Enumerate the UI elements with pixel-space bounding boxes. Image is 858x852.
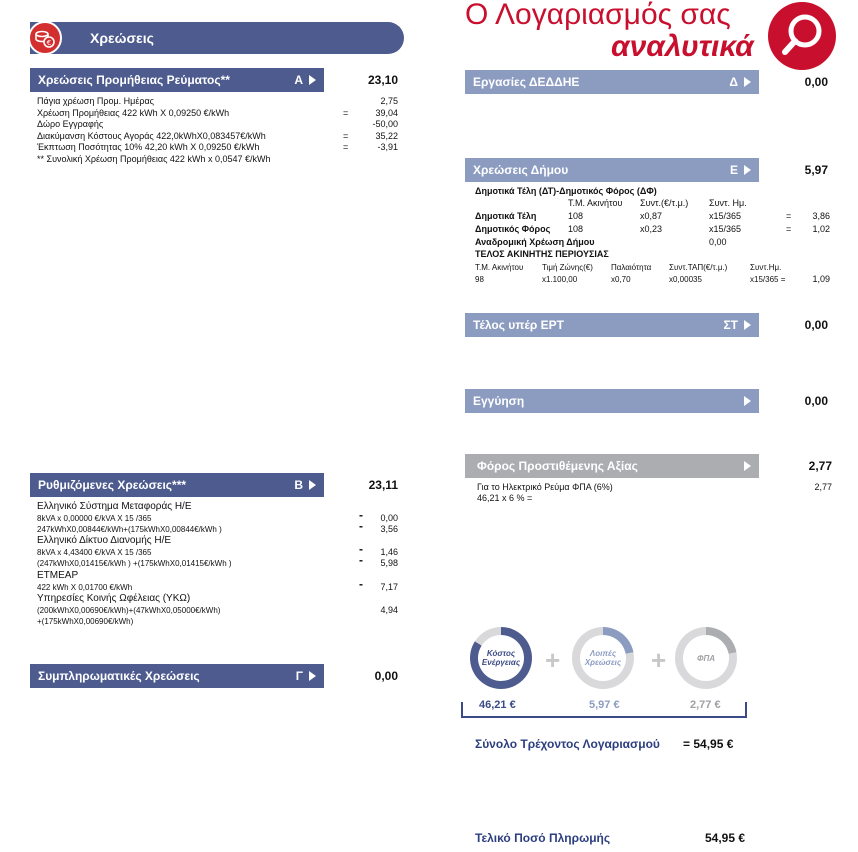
- regulated-charges-bar: [30, 473, 324, 497]
- municipal-fees-area: 108: [568, 211, 584, 221]
- supply-row-label: ** Συνολική Χρέωση Προμήθειας 422 kWh x 0,0547 €/kWh: [37, 153, 271, 164]
- regulated-charges-letter: Β: [294, 478, 303, 492]
- supply-row-label: Διακύμανση Κόστους Αγοράς 422,0kWhX0,083457€/kWh: [37, 130, 266, 141]
- current-bill-total-value: = 54,95 €: [683, 737, 734, 751]
- svg-text:€: €: [46, 39, 52, 47]
- energy-cost-donut: [470, 627, 532, 689]
- brand-title-line2: αναλυτικά: [611, 30, 754, 63]
- arrow-right-icon: [744, 320, 751, 330]
- current-bill-total-label: Σύνολο Τρέχοντος Λογαριασμού: [475, 737, 660, 751]
- property-tax-coef: x0,00035: [669, 275, 702, 284]
- vat-line-1: Για το Ηλεκτρικό Ρεύμα ΦΠΑ (6%): [477, 482, 613, 492]
- etmear-value-1: 7,17: [380, 582, 398, 592]
- ert-fee-letter: ΣΤ: [723, 318, 738, 332]
- vat-bar: [465, 454, 759, 478]
- municipal-subtitle: Δημοτικά Τέλη (ΔΤ)-Δημοτικός Φόρος (ΔΦ): [475, 186, 657, 196]
- regulated-charges-title: Ρυθμιζόμενες Χρεώσεις***: [38, 478, 187, 492]
- distribution-title: Ελληνικό Δίκτυο Διανομής Η/Ε: [37, 535, 172, 546]
- property-tax-area: 98: [475, 275, 484, 284]
- regulated-charges-total: 23,11: [368, 478, 398, 492]
- deddie-works-letter: Δ: [729, 75, 738, 89]
- yko-row-2: +(175kWhX0,00690€/kWh): [37, 617, 134, 626]
- yko-value-1: 4,94: [380, 605, 398, 615]
- retroactive-label: Αναδρομική Χρέωση Δήμου: [475, 237, 595, 247]
- municipal-tax-value: 1,02: [812, 224, 830, 234]
- property-tax-value: 1,09: [812, 274, 830, 284]
- minus-sign: -: [359, 553, 363, 567]
- supply-row-value: 2,75: [380, 96, 398, 106]
- property-tax-age: x0,70: [611, 275, 631, 284]
- brand-title-line1: Ο Λογαριασμός σας: [465, 0, 731, 31]
- equals-sign: =: [343, 130, 349, 141]
- distribution-value-2: 5,98: [380, 558, 398, 568]
- deddie-works-title: Εργασίες ΔΕΔΔΗΕ: [473, 75, 580, 89]
- transmission-row-1: 8kVA x 0,00000 €/kVA X 15 /365: [37, 514, 152, 523]
- section-title: Χρεώσεις: [90, 30, 154, 46]
- energy-cost-value: 46,21 €: [479, 699, 516, 711]
- arrow-right-icon: [309, 75, 316, 85]
- municipal-header-coef: Συντ.(€/τ.μ.): [640, 198, 689, 208]
- distribution-row-1: 8kVA x 4,43400 €/kVA X 15 /365: [37, 548, 152, 557]
- etmear-row-1: 422 kWh X 0,01700 €/kWh: [37, 583, 133, 592]
- vat-donut: [675, 627, 737, 689]
- etmear-title: ΕΤΜΕΑΡ: [37, 570, 79, 581]
- other-charges-donut: [572, 627, 634, 689]
- vat-title: Φόρος Προστιθέμενης Αξίας: [477, 459, 638, 473]
- distribution-value-1: 1,46: [380, 547, 398, 557]
- municipal-charges-letter: Ε: [729, 163, 738, 177]
- municipal-fees-value: 3,86: [812, 211, 830, 221]
- energy-cost-label: Κόστος Ενέργειας: [478, 635, 524, 681]
- municipal-header-days: Συντ. Ημ.: [709, 198, 747, 208]
- vat-line-2: 46,21 x 6 % =: [477, 493, 533, 503]
- municipal-tax-area: 108: [568, 224, 584, 234]
- municipal-fees-coef: x0,87: [640, 211, 663, 221]
- property-tax-header-age: Παλαιότητα: [611, 263, 652, 272]
- municipal-charges-total: 5,97: [804, 163, 828, 177]
- deddie-works-bar: [465, 70, 759, 94]
- supply-row-value: -3,91: [377, 142, 398, 152]
- supply-row-value: 35,22: [375, 130, 398, 141]
- arrow-right-icon: [744, 77, 751, 87]
- plus-sign: +: [651, 645, 667, 675]
- transmission-value-1: 0,00: [380, 513, 398, 523]
- ert-fee-bar: [465, 313, 759, 337]
- retroactive-value: 0,00: [709, 237, 727, 247]
- minus-sign: -: [359, 508, 363, 522]
- section-header: [30, 22, 404, 54]
- arrow-right-icon: [309, 480, 316, 490]
- supply-row-label: Πάγια χρέωση Προμ. Ημέρας: [37, 96, 155, 106]
- arrow-right-icon: [744, 461, 751, 471]
- vat-total: 2,77: [808, 459, 832, 473]
- property-tax-header-area: Τ.Μ. Ακινήτου: [475, 263, 524, 272]
- yko-title: Υπηρεσίες Κοινής Ωφέλειας (ΥΚΩ): [37, 593, 191, 604]
- ert-fee-title: Τέλος υπέρ ΕΡΤ: [473, 318, 564, 332]
- final-payment-value: 54,95 €: [705, 831, 746, 845]
- minus-sign: -: [359, 577, 363, 591]
- municipal-charges-bar: [465, 158, 759, 182]
- ert-fee-total: 0,00: [804, 318, 828, 332]
- distribution-row-2: (247kWhX0,01415€/kWh ) +(175kWhX0,01415€/kWh ): [37, 559, 232, 568]
- supply-row-value: -50,00: [372, 119, 398, 129]
- vat-value: 2,77 €: [690, 699, 721, 711]
- supply-row-label: Έκπτωση Ποσότητας 10% 42,20 kWh X 0,09250 €/kWh: [37, 142, 260, 152]
- municipal-header-area: Τ.Μ. Ακινήτου: [568, 198, 623, 208]
- supply-row-label: Χρέωση Προμήθειας 422 kWh X 0,09250 €/kWh: [37, 107, 230, 118]
- plus-sign: +: [545, 645, 561, 675]
- municipal-fees-label: Δημοτικά Τέλη: [475, 211, 537, 221]
- equals-sign: =: [786, 211, 792, 221]
- vat-line-1-value: 2,77: [814, 482, 832, 492]
- supply-charges-letter: Α: [294, 73, 303, 87]
- supplementary-charges-letter: Γ: [295, 669, 303, 683]
- minus-sign: -: [359, 542, 363, 556]
- arrow-right-icon: [744, 396, 751, 406]
- guarantee-bar: [465, 389, 759, 413]
- arrow-right-icon: [309, 671, 316, 681]
- municipal-fees-days: x15/365: [709, 211, 742, 221]
- other-charges-value: 5,97 €: [589, 699, 620, 711]
- municipal-tax-days: x15/365: [709, 224, 742, 234]
- supplementary-charges-title: Συμπληρωματικές Χρεώσεις: [38, 669, 200, 683]
- property-tax-days: x15/365 =: [750, 275, 786, 284]
- supply-row-value: 39,04: [375, 107, 398, 118]
- property-tax-header-zone: Τιμή Ζώνης(€): [542, 263, 593, 272]
- equals-sign: =: [343, 142, 349, 152]
- property-tax-title: ΤΕΛΟΣ ΑΚΙΝΗΤΗΣ ΠΕΡΙΟΥΣΙΑΣ: [475, 249, 609, 259]
- supply-charges-total: 23,10: [367, 73, 398, 87]
- supply-charges-bar: [30, 68, 324, 92]
- municipal-tax-coef: x0,23: [640, 224, 663, 234]
- municipal-charges-title: Χρεώσεις Δήμου: [473, 163, 569, 177]
- property-tax-header-coef: Συντ.ΤΑΠ(€/τ.μ.): [669, 263, 728, 272]
- equals-sign: =: [786, 224, 792, 234]
- search-icon: [768, 2, 836, 70]
- property-tax-header-days: Συντ.Ημ.: [750, 263, 782, 272]
- transmission-title: Ελληνικό Σύστημα Μεταφοράς Η/Ε: [37, 501, 192, 512]
- supplementary-charges-bar: [30, 664, 324, 688]
- supplementary-charges-total: 0,00: [374, 669, 398, 683]
- deddie-works-total: 0,00: [804, 75, 828, 89]
- guarantee-total: 0,00: [804, 394, 828, 408]
- transmission-value-2: 3,56: [380, 524, 398, 534]
- supply-row-label: Δώρο Εγγραφής: [37, 119, 104, 129]
- other-charges-label: Λοιπές Χρεώσεις: [580, 635, 626, 681]
- equals-sign: =: [343, 107, 349, 118]
- vat-donut-label: ΦΠΑ: [683, 635, 729, 681]
- supply-charges-title: Χρεώσεις Προμήθειας Ρεύματος**: [38, 73, 230, 87]
- yko-row-1: (200kWhX0,00690€/kWh)+(47kWhX0,05000€/kWh): [37, 606, 221, 615]
- transmission-row-2: 247kWhX0,00844€/kWh+(175kWhX0,00844€/kWh ): [37, 525, 222, 534]
- arrow-right-icon: [744, 165, 751, 175]
- final-payment-label: Τελικό Ποσό Πληρωμής: [475, 831, 611, 845]
- guarantee-title: Εγγύηση: [473, 394, 525, 408]
- minus-sign: -: [359, 519, 363, 533]
- property-tax-zone: x1.100,00: [542, 275, 578, 284]
- municipal-tax-label: Δημοτικός Φόρος: [475, 224, 551, 234]
- coins-icon: [28, 21, 62, 55]
